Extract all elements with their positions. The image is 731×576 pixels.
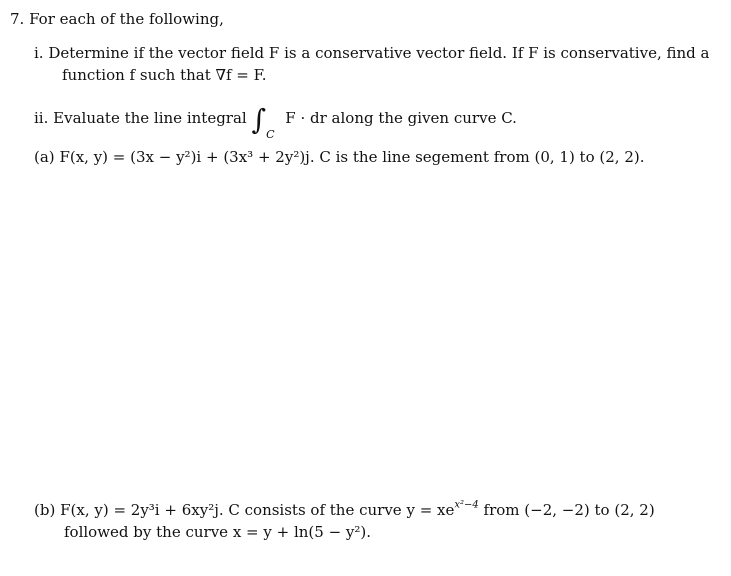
item-ii-text-before: Evaluate the line integral xyxy=(53,109,247,127)
part-b-text-line2: followed by the curve x = y + ln(5 − y²). xyxy=(64,523,372,541)
question-number: 7. xyxy=(10,10,25,28)
item-i-line2 xyxy=(62,68,266,83)
item-i-text-line2: function f such that ∇f = F. xyxy=(62,66,267,84)
part-b-line2 xyxy=(64,525,371,540)
integral-symbol-icon: ∫ xyxy=(251,103,267,136)
part-b xyxy=(34,499,655,519)
part-a-text: F(x, y) = (3x − y²)i + (3x³ + 2y²)j. C is the line segement from (0, 1) to (2, 2). xyxy=(59,148,645,166)
item-i xyxy=(34,46,709,61)
question-intro: For each of the following, xyxy=(29,10,224,28)
question-header xyxy=(10,12,224,27)
item-i-text-line1: Determine if the vector field F is a conservative vector field. If F is conservative, find a xyxy=(48,44,710,62)
item-ii-label: ii. xyxy=(34,109,49,127)
part-b-label: (b) xyxy=(34,501,56,519)
part-b-text-line1-after: from (−2, −2) to (2, 2) xyxy=(483,501,655,519)
item-i-label: i. xyxy=(34,44,44,62)
part-b-exponent: x²−4 xyxy=(454,499,479,511)
part-a-label: (a) xyxy=(34,148,55,166)
integral-subscript: C xyxy=(266,128,275,141)
part-a xyxy=(34,150,644,165)
item-ii xyxy=(34,100,517,141)
item-ii-text-after: F · dr along the given curve C. xyxy=(285,109,517,127)
part-b-text-line1-before: F(x, y) = 2y³i + 6xy²j. C consists of the curve y = xe xyxy=(60,501,455,519)
